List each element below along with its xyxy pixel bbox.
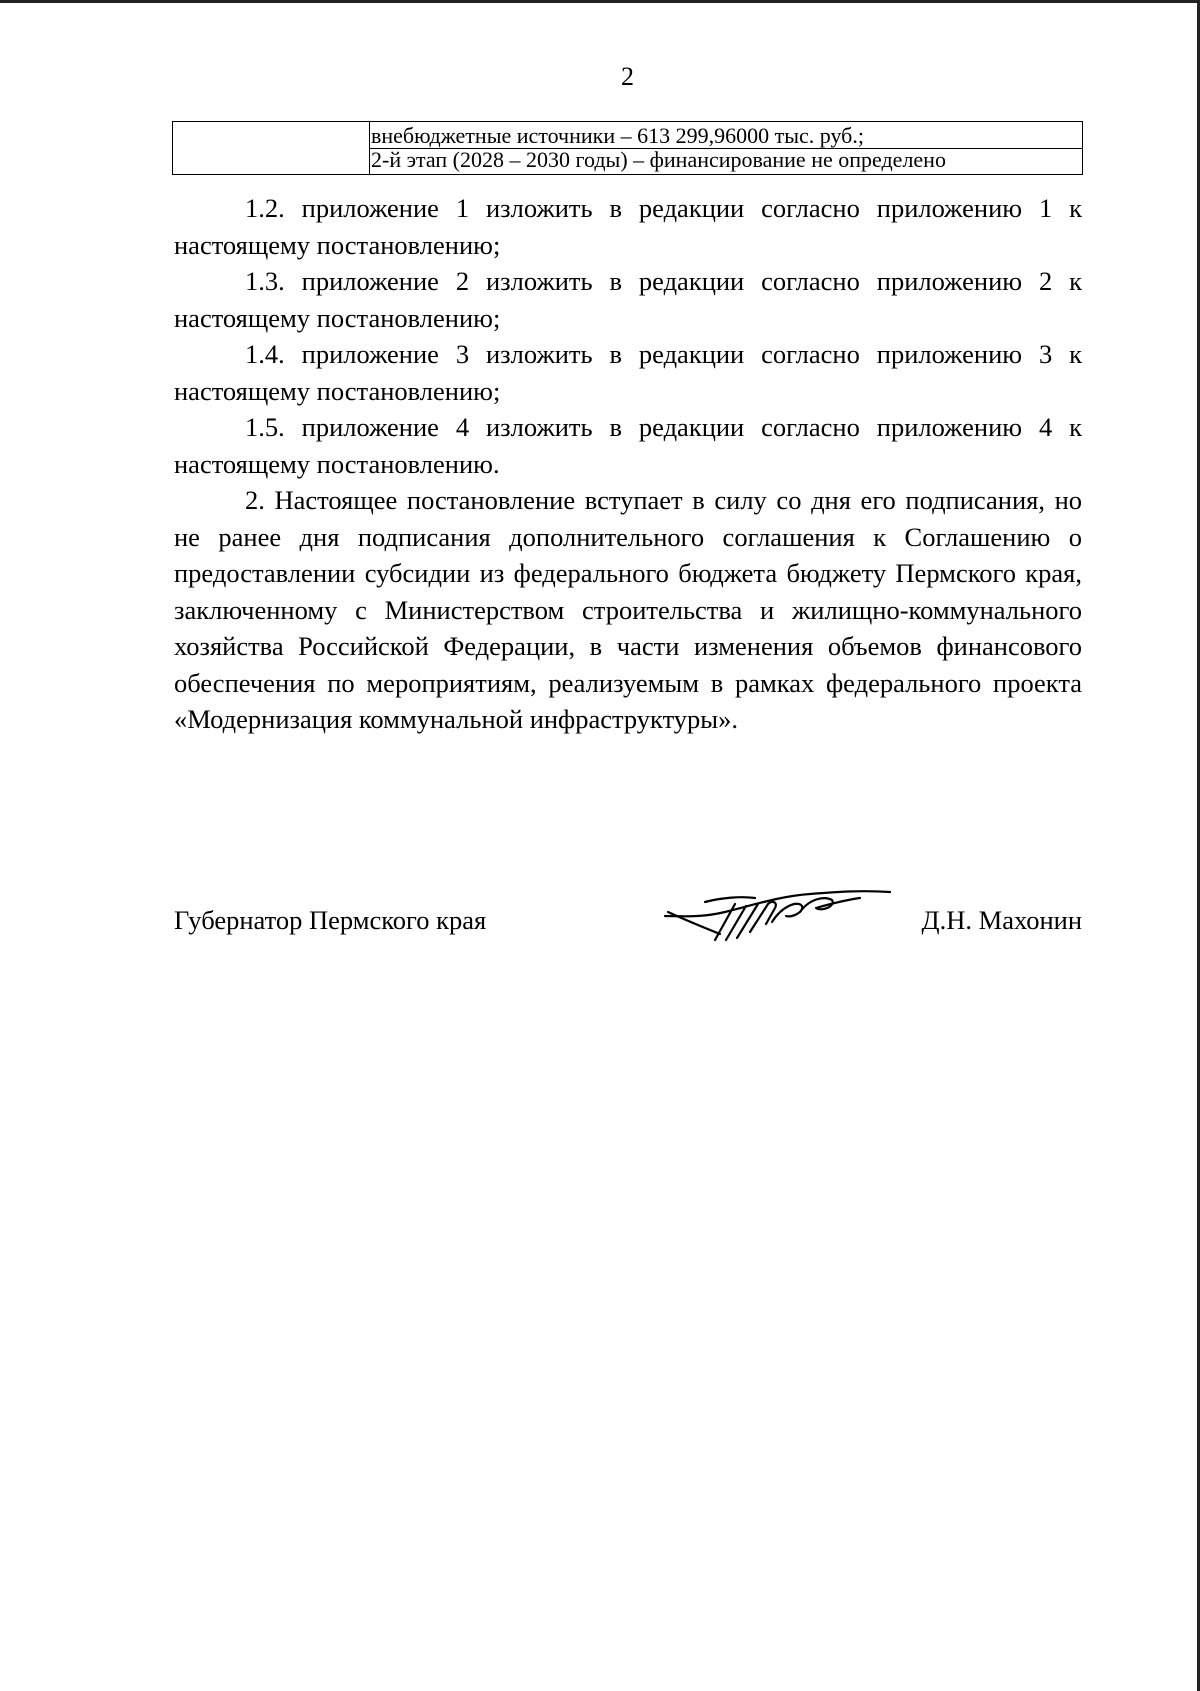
funding-line-extrabudgetary: внебюджетные источники – 613 299,96000 тыс. руб.; [371,123,864,148]
handwritten-signature [660,882,900,962]
paragraph-1-4: 1.4. приложение 3 изложить в редакции согласно приложению 3 к настоящему постановлению; [174,339,1082,406]
document-body [174,190,1082,738]
paragraph-1-2: 1.2. приложение 1 изложить в редакции согласно приложению 1 к настоящему постановлению; [174,193,1082,260]
signatory-name: Д.Н. Махонин [921,905,1082,935]
signature-block [174,905,1082,945]
paragraph-2: 2. Настоящее постановление вступает в силу со дня его подписания, но не ранее дня подписания дополнительного соглашения к Соглашению о предоставлении субсидии из федерального бюджета бюджету Пермского края, заключенному с Министерством строительства и жилищно-коммунального хозяйства Российской Федерации, в части изменения объемов финансового обеспечения по мероприятиям, реализуемым в рамках федерального проекта «Модернизация коммунальной инфраструктуры». [174,485,1082,734]
page-edge-top [0,0,1200,3]
funding-line-stage-2: 2-й этап (2028 – 2030 годы) – финансирование не определено [371,147,946,172]
paragraph-1-3: 1.3. приложение 2 изложить в редакции согласно приложению 2 к настоящему постановлению; [174,266,1082,333]
funding-table-left-cell [173,122,370,174]
paragraph-1-5: 1.5. приложение 4 изложить в редакции согласно приложению 4 к настоящему постановлению. [174,412,1082,479]
signatory-title: Губернатор Пермского края [174,905,487,935]
page-number: 2 [621,62,634,91]
